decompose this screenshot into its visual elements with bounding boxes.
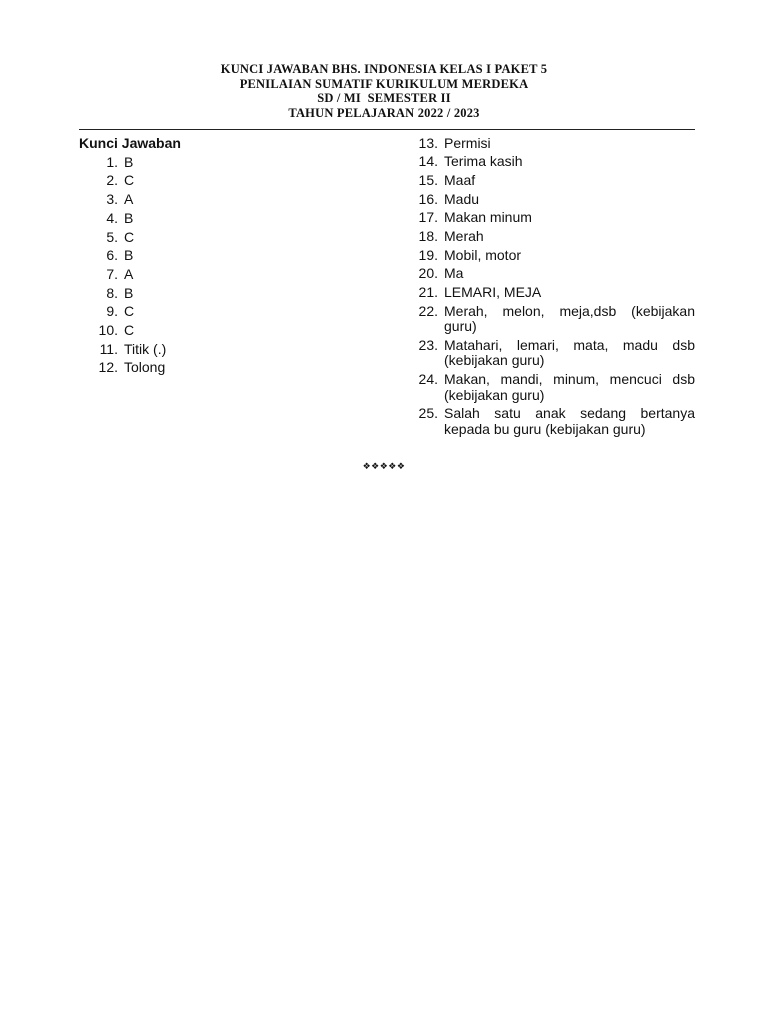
answer-text: A: [124, 191, 134, 208]
answer-item: [410, 265, 695, 284]
answer-item: [79, 321, 379, 340]
answer-number: 18.: [418, 228, 438, 245]
header-subtitle: PENILAIAN SUMATIF KURIKULUM MERDEKA: [239, 76, 529, 91]
answer-text: Merah, melon, meja,dsb (kebijakan guru): [444, 302, 695, 335]
answer-item: [410, 209, 695, 228]
answer-number: 17.: [418, 209, 438, 226]
answer-text: Permisi: [444, 134, 491, 151]
answer-number: 14.: [418, 153, 438, 170]
answer-text: Salah satu anak sedang bertanya kepada bu guru (kebijakan guru): [444, 405, 695, 437]
answer-item: [410, 134, 695, 153]
answer-number: 16.: [418, 190, 438, 207]
answer-text: B: [124, 247, 134, 264]
answer-number: 2.: [106, 172, 118, 189]
answer-text: B: [124, 153, 134, 170]
answer-number: 6.: [106, 247, 118, 264]
answer-item: [79, 358, 379, 377]
answer-text: C: [124, 172, 135, 189]
answer-text: Ma: [444, 265, 464, 282]
answer-item: [79, 265, 379, 284]
header-divider: [79, 129, 695, 130]
answer-number: 24.: [418, 371, 438, 388]
answer-item: [410, 302, 695, 336]
answer-item: [79, 246, 379, 265]
header-academic-year: TAHUN PELAJARAN 2022 / 2023: [288, 105, 480, 120]
answer-item: [79, 209, 379, 228]
answer-text: Maaf: [444, 171, 476, 188]
answer-number: 23.: [418, 336, 438, 353]
answer-number: 25.: [418, 405, 438, 422]
answer-number: 15.: [418, 171, 438, 188]
answer-text: B: [124, 284, 134, 301]
answer-item: [410, 190, 695, 209]
header-title: KUNCI JAWABAN BHS. INDONESIA KELAS I PAKET 5: [220, 62, 548, 76]
answer-item: [410, 171, 695, 190]
answer-number: 4.: [106, 209, 118, 226]
answer-number: 20.: [418, 265, 438, 282]
document-header: [0, 62, 768, 120]
answer-number: 19.: [418, 246, 438, 263]
answer-item: [79, 340, 379, 359]
answer-text: Titik (.): [124, 340, 167, 357]
answer-item: [410, 284, 695, 303]
answer-column-right: [410, 134, 695, 439]
answer-item: [410, 336, 695, 370]
answer-number: 8.: [106, 284, 118, 301]
answer-number: 5.: [106, 228, 118, 245]
answer-item: [79, 228, 379, 247]
answer-item: [79, 302, 379, 321]
answer-item: [410, 246, 695, 265]
answer-text: Makan minum: [444, 209, 532, 226]
answer-item: [410, 405, 695, 439]
answer-item: [410, 153, 695, 172]
answer-number: 13.: [418, 134, 438, 151]
answer-text: Madu: [444, 190, 480, 207]
answer-number: 3.: [106, 191, 118, 208]
end-ornament: ❖❖❖❖❖: [362, 462, 406, 472]
answer-text: LEMARI, MEJA: [444, 284, 542, 301]
answer-number: 22.: [418, 302, 438, 319]
answer-number: 11.: [99, 340, 118, 357]
answer-item: [79, 284, 379, 303]
answer-item: [79, 190, 379, 209]
answer-text: Matahari, lemari, mata, madu dsb (kebijakan guru): [444, 336, 695, 369]
answer-number: 9.: [106, 303, 118, 320]
answer-text: Merah: [444, 228, 484, 245]
header-school-semester: SD / MI SEMESTER II: [317, 91, 451, 105]
answer-text: B: [124, 209, 134, 226]
answer-number: 10.: [98, 322, 118, 339]
answer-text: Mobil, motor: [444, 246, 522, 263]
answer-text: Terima kasih: [444, 153, 523, 170]
answer-item: [79, 153, 379, 172]
answer-item: [79, 171, 379, 190]
answer-text: Makan, mandi, minum, mencuci dsb (kebijakan guru): [444, 371, 695, 403]
answer-item: [410, 227, 695, 246]
answer-column-left: [79, 134, 379, 377]
answer-text: C: [124, 228, 135, 245]
answer-text: Tolong: [124, 359, 166, 376]
answer-item: [410, 371, 695, 405]
answer-number: 12.: [98, 359, 118, 376]
answer-key-title: Kunci Jawaban: [79, 135, 181, 151]
answer-text: C: [124, 322, 135, 339]
answer-number: 7.: [106, 265, 118, 282]
answer-text: A: [124, 265, 134, 282]
answer-text: C: [124, 303, 135, 320]
answer-number: 1.: [106, 153, 118, 170]
answer-number: 21.: [418, 284, 438, 301]
